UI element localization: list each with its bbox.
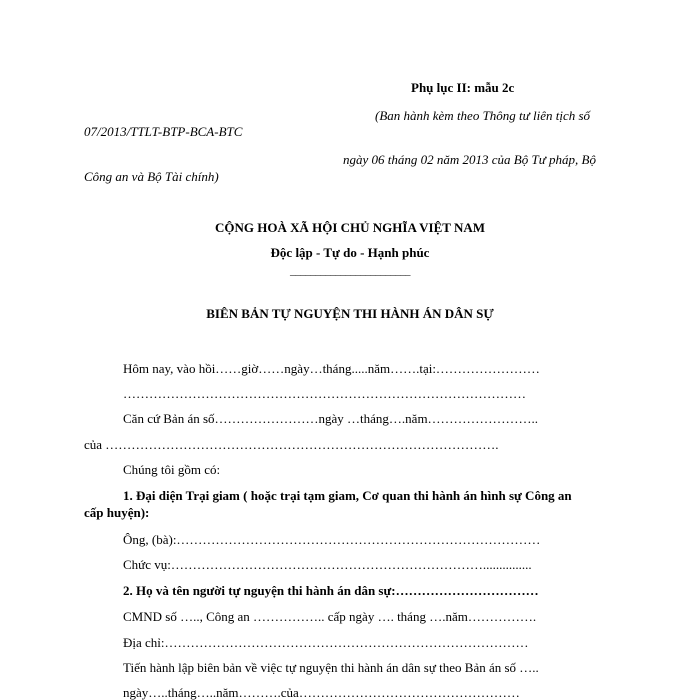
body-line-1: Hôm nay, vào hồi……giờ……ngày…tháng.....năm…….tại:…………………… [123,361,540,376]
issued-note-line-4: Công an và Bộ Tài chính) [84,169,219,184]
body-line-6: 1. Đại diện Trại giam ( hoặc trại tạm giam, Cơ quan thi hành án hình sự Công an [123,488,572,503]
body-line-12: Địa chỉ:………………………………………………………………………… [123,635,529,650]
national-motto: Độc lập - Tự do - Hạnh phúc [270,245,430,260]
body-line-9: Chức vụ:………………………………………………………………............... [123,557,532,572]
body-line-2: ………………………………………………………………………………… [123,386,526,401]
issued-note-line-2: 07/2013/TTLT-BTP-BCA-BTC [84,124,243,139]
body-line-10: 2. Họ và tên người tự nguyện thi hành án dân sự:…………………………… [123,583,539,598]
issued-note-line-1: (Ban hành kèm theo Thông tư liên tịch số [375,108,591,123]
body-line-5: Chúng tôi gồm có: [123,462,221,477]
motto-divider: ________________________ [290,265,410,277]
document-title: BIÊN BẢN TỰ NGUYỆN THI HÀNH ÁN DÂN SỰ [206,306,494,321]
body-line-14: ngày…..tháng…..năm……….của…………………………………………… [123,685,520,700]
body-line-11: CMND số ….., Công an …………….. cấp ngày …. tháng ….năm……………. [123,609,537,624]
body-line-8: Ông, (bà):………………………………………………………………………… [123,532,541,547]
body-line-3: Căn cứ Bản án số……………………ngày …tháng….năm…………………….. [123,411,539,426]
body-line-4: của ………………………………………………………………………………. [84,437,499,452]
national-name: CỘNG HOÀ XÃ HỘI CHỦ NGHĨA VIỆT NAM [214,220,486,235]
body-line-7: cấp huyện): [84,505,150,520]
body-line-13: Tiến hành lập biên bản về việc tự nguyện thi hành án dân sự theo Bản án số ….. [123,660,539,675]
issued-note-line-3: ngày 06 tháng 02 năm 2013 của Bộ Tư pháp, Bộ [343,152,596,167]
appendix-label: Phụ lục II: mẫu 2c [411,80,515,95]
